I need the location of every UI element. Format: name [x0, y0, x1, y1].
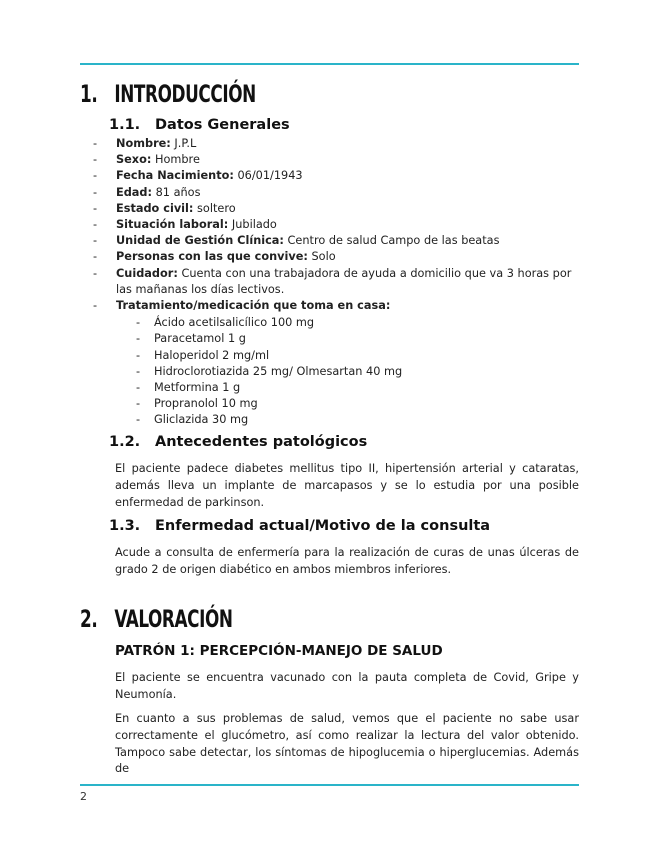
subsection-title: Antecedentes patológicos [155, 434, 368, 450]
medication-item: - Hidroclorotiazida 25 mg/ Olmesartan 40 mg [116, 364, 579, 380]
subsection-heading-datos-generales [109, 117, 290, 133]
section-heading-introduccion [80, 80, 256, 108]
list-item: - Edad: 81 años [93, 185, 579, 201]
pattern-heading: PATRÓN 1: PERCEPCIÓN-MANEJO DE SALUD [115, 643, 443, 659]
section-number: 2. [80, 605, 98, 633]
header-rule [80, 63, 579, 65]
list-item: - Unidad de Gestión Clínica: Centro de salud Campo de las beatas [93, 233, 579, 249]
list-item: - Cuidador: Cuenta con una trabajadora de ayuda a domicilio que va 3 horas por las mañanas los días lectivos. [93, 266, 579, 298]
list-item: - Nombre: J.P.L [93, 136, 579, 152]
subsection-number: 1.3. [109, 518, 141, 534]
section-title: VALORACIÓN [114, 605, 233, 633]
subsection-number: 1.2. [109, 434, 141, 450]
list-item: - Situación laboral: Jubilado [93, 217, 579, 233]
medication-item: - Ácido acetilsalicílico 100 mg [116, 315, 579, 331]
subsection-title: Datos Generales [155, 117, 290, 133]
subsection-heading-enfermedad-actual [109, 518, 490, 534]
subsection-number: 1.1. [109, 117, 141, 133]
subsection-title: Enfermedad actual/Motivo de la consulta [155, 518, 491, 534]
medication-item: - Metformina 1 g [116, 380, 579, 396]
general-data-list [93, 136, 579, 429]
medication-list [116, 315, 579, 428]
medication-item: - Paracetamol 1 g [116, 331, 579, 347]
health-problems-paragraph: En cuanto a sus problemas de salud, vemos que el paciente no sabe usar correctamente el glucómetro, así como realizar la lectura del valor obtenido. Tampoco sabe detectar, los síntomas de hipoglucemia o hiperglucemias. Además de [115, 712, 579, 776]
section-heading-valoracion [80, 605, 233, 633]
page-number: 2 [80, 790, 87, 803]
subsection-heading-antecedentes [109, 434, 367, 450]
list-item: - Tratamiento/medicación que toma en casa: - Ácido acetilsalicílico 100 mg - Paracetamol 1 g - Haloperidol 2 mg/ml - Hidroclorotiazida 25 mg/ Olmesartan 40 mg - Metformina 1 g - Propranolol 10 mg - Gliclazida 30 mg [93, 298, 579, 429]
list-item: - Fecha Nacimiento: 06/01/1943 [93, 168, 579, 184]
footer-rule [80, 784, 579, 786]
medication-item: - Propranolol 10 mg [116, 396, 579, 412]
list-item: - Personas con las que convive: Solo [93, 249, 579, 265]
list-item: - Sexo: Hombre [93, 152, 579, 168]
antecedentes-paragraph: El paciente padece diabetes mellitus tipo II, hipertensión arterial y cataratas, además lleva un implante de marcapasos y se lo estudia por una posible enfermedad de parkinson. [115, 462, 579, 509]
list-item: - Estado civil: soltero [93, 201, 579, 217]
medication-item: - Gliclazida 30 mg [116, 412, 579, 428]
section-number: 1. [80, 80, 98, 108]
medication-item: - Haloperidol 2 mg/ml [116, 348, 579, 364]
vaccination-paragraph: El paciente se encuentra vacunado con la pauta completa de Covid, Gripe y Neumonía. [115, 671, 579, 701]
enfermedad-paragraph: Acude a consulta de enfermería para la realización de curas de unas úlceras de grado 2 de origen diabético en ambos miembros inferiores. [115, 546, 579, 576]
section-title: INTRODUCCIÓN [114, 80, 256, 108]
